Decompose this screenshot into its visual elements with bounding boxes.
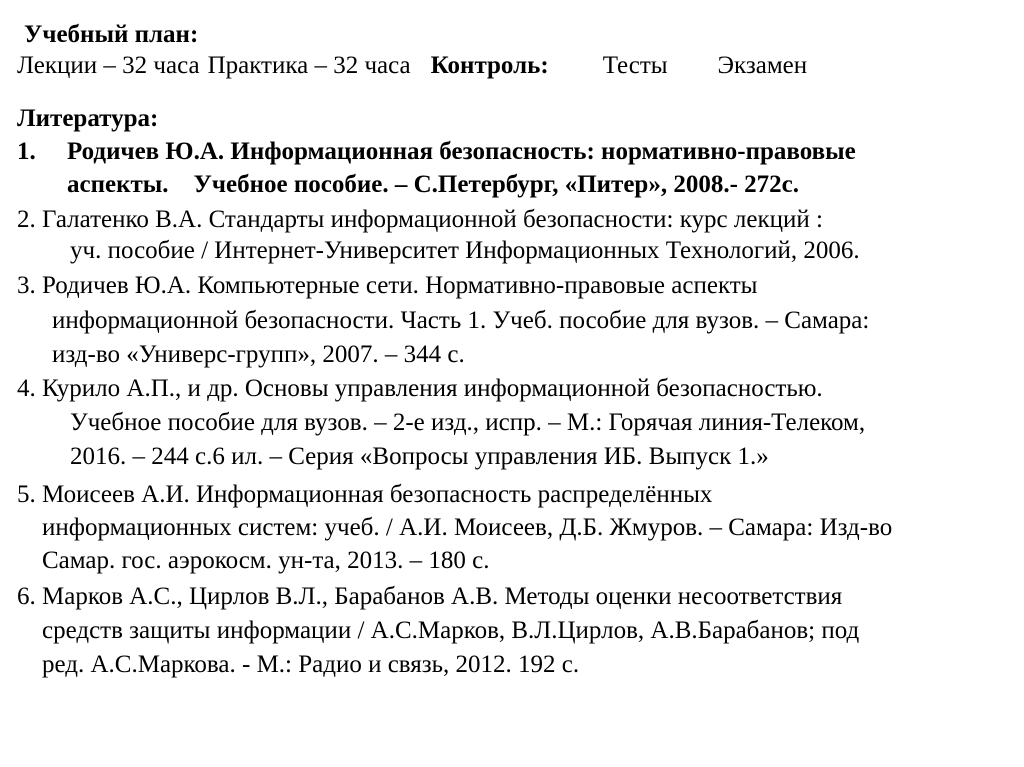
lit-item-4-number: 4.	[17, 375, 36, 402]
lit-item-3-line-3: изд-во «Универс-групп», 2007. – 344 с.	[52, 341, 465, 368]
lit-item-6-line-2: средств защиты информации / А.С.Марков, В.Л.Цирлов, А.В.Барабанов; под	[42, 617, 860, 644]
lit-item-6-number: 6.	[17, 583, 36, 610]
lit-item-1-line-2: аспекты. Учебное пособие. – С.Петербург, «Питер», 2008.- 272с.	[67, 171, 800, 198]
lit-item-4-line-3: 2016. – 244 с.6 ил. – Серия «Вопросы управления ИБ. Выпуск 1.»	[70, 443, 769, 470]
lit-item-4-line-1	[17, 374, 823, 404]
lit-item-4-text: Курило А.П., и др. Основы управления информационной безопасностью.	[42, 375, 823, 402]
lit-item-3-line-2: информационной безопасности. Часть 1. Учеб. пособие для вузов. – Самара:	[52, 307, 870, 334]
lit-item-2-line-2: уч. пособие / Интернет-Университет Информационных Технологий, 2006.	[70, 237, 860, 264]
lit-item-3-line-1	[17, 271, 757, 301]
lit-item-5-text: Моисеев А.И. Информационная безопасность распределённых	[42, 481, 713, 508]
lit-item-3-number: 3.	[17, 272, 36, 299]
lit-item-1-number: 1.	[17, 138, 36, 165]
lit-item-3-text: Родичев Ю.А. Компьютерные сети. Нормативно-правовые аспекты	[42, 272, 758, 299]
plan-tests: Тесты	[602, 52, 668, 79]
lit-item-2-text: Галатенко В.А. Стандарты информационной безопасности: курс лекций :	[42, 206, 823, 233]
lit-item-6-line-1	[17, 582, 842, 612]
lit-item-5-line-2: информационных систем: учеб. / А.И. Моисеев, Д.Б. Жмуров. – Самара: Изд-во	[42, 514, 893, 541]
plan-practice: Практика – 32 часа	[207, 52, 411, 79]
lit-item-5-line-1	[17, 480, 712, 510]
plan-lectures: Лекции – 32 часа	[17, 52, 200, 79]
lit-item-6-text: Марков А.С., Цирлов В.Л., Барабанов А.В. Методы оценки несоответствия	[42, 583, 843, 610]
lit-item-2-number: 2.	[17, 206, 36, 233]
literature-heading: Литература:	[17, 105, 159, 132]
lit-item-2-line-1	[17, 205, 823, 235]
plan-heading: Учебный план:	[24, 21, 199, 48]
lit-item-4-line-2: Учебное пособие для вузов. – 2-е изд., испр. – М.: Горячая линия-Телеком,	[70, 409, 866, 436]
lit-item-6-line-3: ред. А.С.Маркова. - М.: Радио и связь, 2012. 192 с.	[42, 651, 580, 678]
lit-item-5-number: 5.	[17, 481, 36, 508]
plan-summary-line	[17, 51, 807, 81]
plan-control-label: Контроль:	[430, 52, 549, 79]
plan-exam: Экзамен	[717, 52, 808, 79]
lit-item-5-line-3: Самар. гос. аэрокосм. ун-та, 2013. – 180 с.	[42, 547, 490, 574]
lit-item-1-line-1: Родичев Ю.А. Информационная безопасность: нормативно-правовые	[67, 138, 856, 165]
